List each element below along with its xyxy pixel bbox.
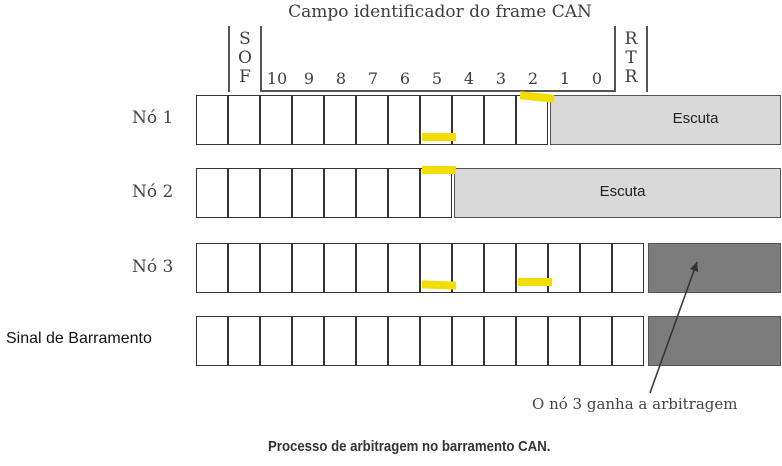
bit-number: 1 <box>559 69 571 88</box>
bit-number: 0 <box>591 69 603 88</box>
sof-letter: O <box>238 48 252 68</box>
bit-number: 2 <box>527 69 539 88</box>
listen-label: Escuta <box>672 110 719 127</box>
bit-number: 6 <box>399 69 411 88</box>
bit-number: 7 <box>367 69 379 88</box>
row-label-node3: Nó 3 <box>132 257 174 277</box>
bit-number: 4 <box>463 69 475 88</box>
row-label-node2: Nó 2 <box>132 182 174 202</box>
rtr-letter: T <box>625 48 637 68</box>
listen-label: Escuta <box>599 183 646 200</box>
bit-number: 8 <box>335 69 347 88</box>
rtr-letter: R <box>624 67 638 87</box>
annotation-arrow-line <box>650 262 697 393</box>
diagram-title: Campo identificador do frame CAN <box>288 2 592 22</box>
bit-number: 10 <box>266 69 288 88</box>
row-label-bus: Sinal de Barramento <box>6 330 152 347</box>
bit-number: 5 <box>431 69 443 88</box>
annotation-text: O nó 3 ganha a arbitragem <box>532 395 738 413</box>
bit-number: 9 <box>303 69 315 88</box>
rtr-letter: R <box>624 29 638 49</box>
row-label-node1: Nó 1 <box>132 108 174 128</box>
sof-letter: F <box>239 67 251 87</box>
sof-letter: S <box>239 29 251 49</box>
figure-caption: Processo de arbitragem no barramento CAN. <box>268 438 551 455</box>
bit-number: 3 <box>495 69 507 88</box>
